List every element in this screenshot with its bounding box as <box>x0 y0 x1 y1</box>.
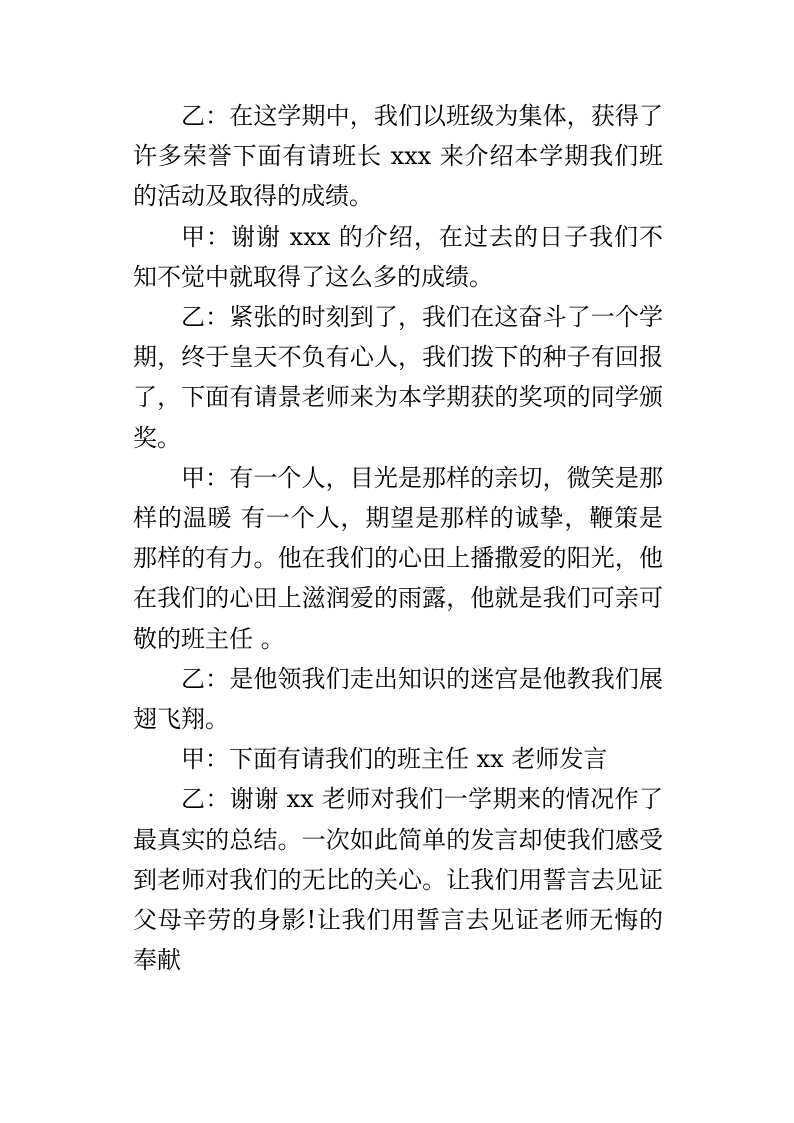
paragraph: 甲：下面有请我们的班主任 xx 老师发言 <box>181 745 608 774</box>
paragraph: 乙：谢谢 xx 老师对我们一学期来的情况作了最真实的总结。一次如此简单的发言却使我们感受到老师对我们的无比的关心。让我们用誓言去见证父母辛劳的身影!让我们用誓言去见证老师无悔的奉献 <box>133 785 663 975</box>
paragraph: 甲：有一个人，目光是那样的亲切，微笑是那样的温暖 有一个人，期望是那样的诚挚，鞭策是那样的有力。他在我们的心田上播撒爱的阳光，他在我们的心田上滋润爱的雨露，他就是我们可亲可敬的班主任 。 <box>133 463 663 653</box>
paragraph: 乙：紧张的时刻到了，我们在这奋斗了一个学期，终于皇天不负有心人，我们拨下的种子有回报了，下面有请景老师来为本学期获的奖项的同学颁奖。 <box>133 303 663 452</box>
document-body <box>133 96 663 980</box>
paragraph: 乙：在这学期中，我们以班级为集体，获得了许多荣誉下面有请班长 xxx 来介绍本学期我们班的活动及取得的成绩。 <box>133 102 663 211</box>
paragraph: 甲：谢谢 xxx 的介绍，在过去的日子我们不知不觉中就取得了这么多的成绩。 <box>133 222 663 291</box>
paragraph: 乙：是他领我们走出知识的迷宫是他教我们展翅飞翔。 <box>133 664 663 734</box>
